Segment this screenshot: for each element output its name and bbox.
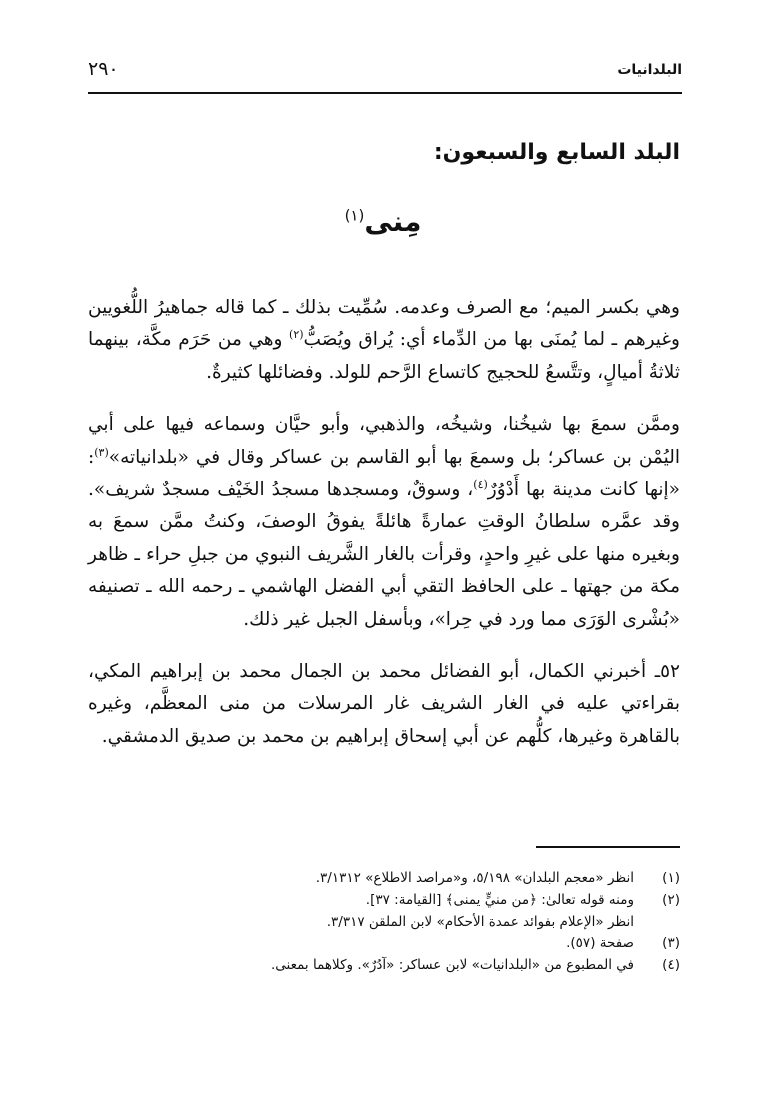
footnote-divider <box>536 846 680 848</box>
paragraph-2-part-a: وممَّن سمعَ بها شيخُنا، وشيخُه، والذهبي، وأبو حيَّان وسماعه فيها على أبي اليُمْن بن عساكر؛ بل وسمعَ بها أبو القاسم بن عساكر وقال في «بلدانياته» <box>88 414 680 468</box>
paragraph-2 <box>88 409 680 636</box>
running-title: البلدانيات <box>617 62 682 78</box>
footnote-number: (٢) <box>662 891 680 908</box>
paragraph-2-part-c: ، وسوقٌ، ومسجدها مسجدُ الخَيْف مسجدٌ شريف». وقد عمَّره سلطانُ الوقتِ عمارةً هائلةً يفوقُ الوصفَ، وكنتُ ممَّن سمعَ به وبغيره منها على غيرِ واحدٍ، وقرأت بالغار الشَّريف النبوي من جبلِ حراء ـ ظاهر مكة من جهتها ـ على الحافظ التقي أبي الفضل الهاشمي ـ رحمه الله ـ تصنيفه «بُشْرى الوَرَى مما ورد في حِرا»، وبأسفل الجبل غير ذلك. <box>88 479 680 630</box>
footnotes <box>88 868 680 977</box>
footnote-marker-2: (٢) <box>289 328 304 342</box>
footnote-2 <box>88 890 680 912</box>
running-header <box>88 58 682 94</box>
footnote-text: في المطبوع من «البلدانيات» لابن عساكر: «آدُرٌ». وكلاهما بمعنى. <box>271 957 634 974</box>
place-name: مِنى <box>364 205 422 238</box>
footnote-number: (٣) <box>662 935 680 952</box>
footnote-text: صفحة (٥٧). <box>566 935 634 952</box>
footnote-number: (١) <box>662 870 680 886</box>
page-number: ٢٩٠ <box>88 58 119 80</box>
footnote-4 <box>88 955 680 977</box>
paragraph-1-part-a: وهي بكسر الميم؛ مع الصرف وعدمه. سُمِّيت بذلك ـ كما قاله جماهيرُ اللُّغويين وغيرهم ـ لما يُمنَى بها من الدِّماء أي: يُراق ويُصَبُّ <box>88 297 680 351</box>
paragraph-3: ٥٢ـ أخبرني الكمال، أبو الفضائل محمد بن الجمال محمد بن إبراهيم المكي، بقراءتي عليه في الغار الشريف غار المرسلات من منى المعظَّم، وغيره بالقاهرة وغيرها، كلُّهم عن أبي إسحاق إبراهيم بن محمد بن صديق الدمشقي. <box>88 661 680 747</box>
footnote-marker-4: (٤) <box>473 477 488 491</box>
footnote-number: (٤) <box>662 957 680 974</box>
footnote-text: ومنه قوله تعالىٰ: ﴿من منيٍّ يمنى﴾ [القيامة: ٣٧]. <box>365 891 634 908</box>
footnote-3 <box>88 933 680 955</box>
footnote-marker-3: (٣) <box>94 445 109 459</box>
place-heading <box>0 205 766 238</box>
footnote-marker-1: (١) <box>344 206 365 225</box>
paragraph-2-part-b: : «إنها كانت مدينة بها أَدْوُرٌ <box>88 446 680 501</box>
footnote-text: انظر «معجم البلدان» ٥/١٩٨، و«مراصد الاطلاع» ٣/١٣١٢. <box>315 870 634 886</box>
body-text <box>88 292 680 753</box>
footnote-1 <box>88 868 680 890</box>
paragraph-1-part-b: وهي من حَرَم مكَّة، بينهما ثلاثةُ أميالٍ، وتتَّسعُ للحجيج كاتساع الرَّحم للولد. وفضائلها كثيرةٌ. <box>88 329 680 383</box>
chapter-heading: البلد السابع والسبعون: <box>433 140 680 165</box>
footnote-2-continuation: انظر «الإعلام بفوائد عمدة الأحكام» لابن الملقن ٣/٣١٧. <box>326 913 634 930</box>
paragraph-1 <box>88 292 680 389</box>
